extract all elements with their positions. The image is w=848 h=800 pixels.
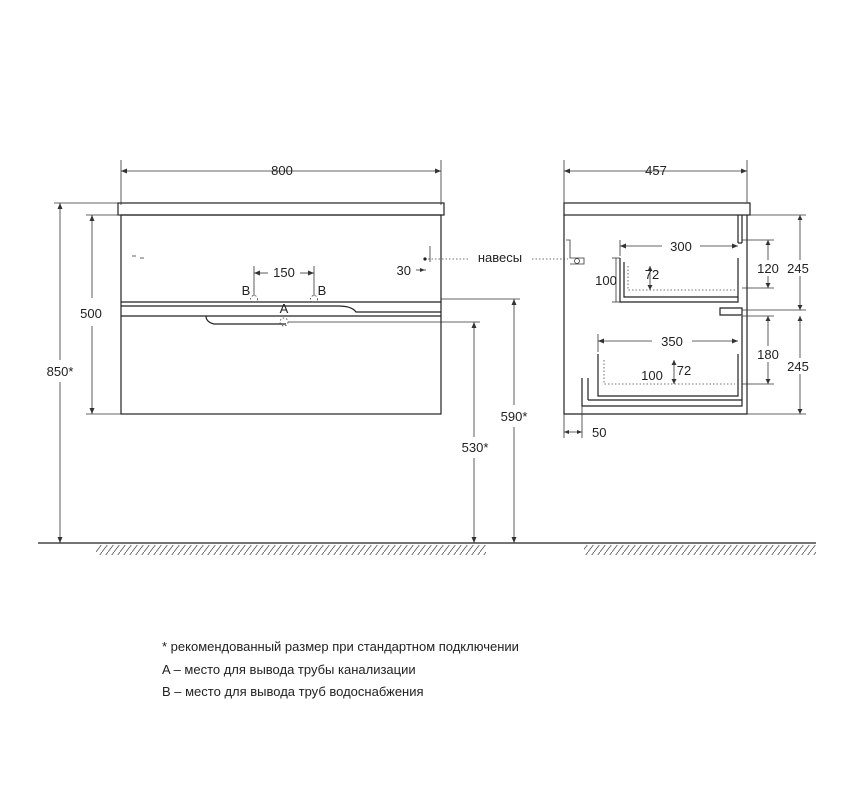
dim-top-drawer-depth-label: 300 (670, 239, 692, 254)
top-drawer-inner (624, 262, 738, 297)
floor (38, 543, 816, 555)
side-hinge-bracket (566, 240, 584, 264)
dim-bottom-drawer-depth-label: 350 (661, 334, 683, 349)
hinge-label: навесы (477, 250, 523, 265)
side-hinge-dot (575, 259, 580, 264)
dim-pipe-spacing-label: 150 (273, 265, 295, 280)
bottom-drawer-dotted (604, 360, 735, 384)
dim-bottom-drawer-height-label: 100 (641, 368, 663, 383)
hinge-mark-left (132, 256, 144, 258)
dim-back-offset-label: 50 (592, 425, 607, 440)
dim-590-label: 590* (500, 409, 528, 424)
note-a: A – место для вывода трубы канализации (162, 661, 416, 677)
dim-depth-label: 457 (645, 163, 667, 178)
dim-bottom-drawer-inner-label: 72 (676, 363, 692, 378)
side-countertop (564, 203, 750, 215)
note-recommended: * рекомендованный размер при стандартном подключении (162, 639, 519, 654)
label-b-right: B (317, 283, 327, 298)
front-view (47, 160, 528, 543)
front-countertop (118, 203, 444, 215)
side-view (564, 160, 814, 440)
dim-cabinet-height-label: 500 (80, 306, 102, 321)
dim-width-label: 800 (271, 163, 293, 178)
notes (162, 636, 519, 704)
dim-bottom-front-height-label: 180 (757, 347, 779, 362)
hinge-point (423, 257, 426, 260)
dim-top-drawer-height-label: 100 (595, 273, 617, 288)
dim-hinge-offset-label: 30 (396, 263, 411, 278)
dim-bottom-section-label: 245 (787, 359, 809, 374)
dim-530-label: 530* (461, 440, 489, 455)
mid-rail (720, 308, 742, 315)
dim-top-section-label: 245 (787, 261, 809, 276)
label-b-left: B (241, 283, 251, 298)
floor-hatch-left (96, 545, 486, 555)
dim-top-front-height-label: 120 (757, 261, 779, 276)
dim-total-height-label: 850* (46, 364, 74, 379)
handle-groove (206, 316, 286, 324)
bottom-drawer-box (598, 354, 738, 396)
pipe-point-a (280, 318, 288, 326)
floor-hatch-right (584, 545, 816, 555)
top-drawer-box (620, 258, 738, 302)
dim-top-drawer-inner-label: 72 (644, 267, 660, 282)
note-b: B – место для вывода труб водоснабжения (162, 684, 424, 699)
bottom-drawer-frame (582, 316, 742, 406)
label-a: A (279, 301, 289, 316)
